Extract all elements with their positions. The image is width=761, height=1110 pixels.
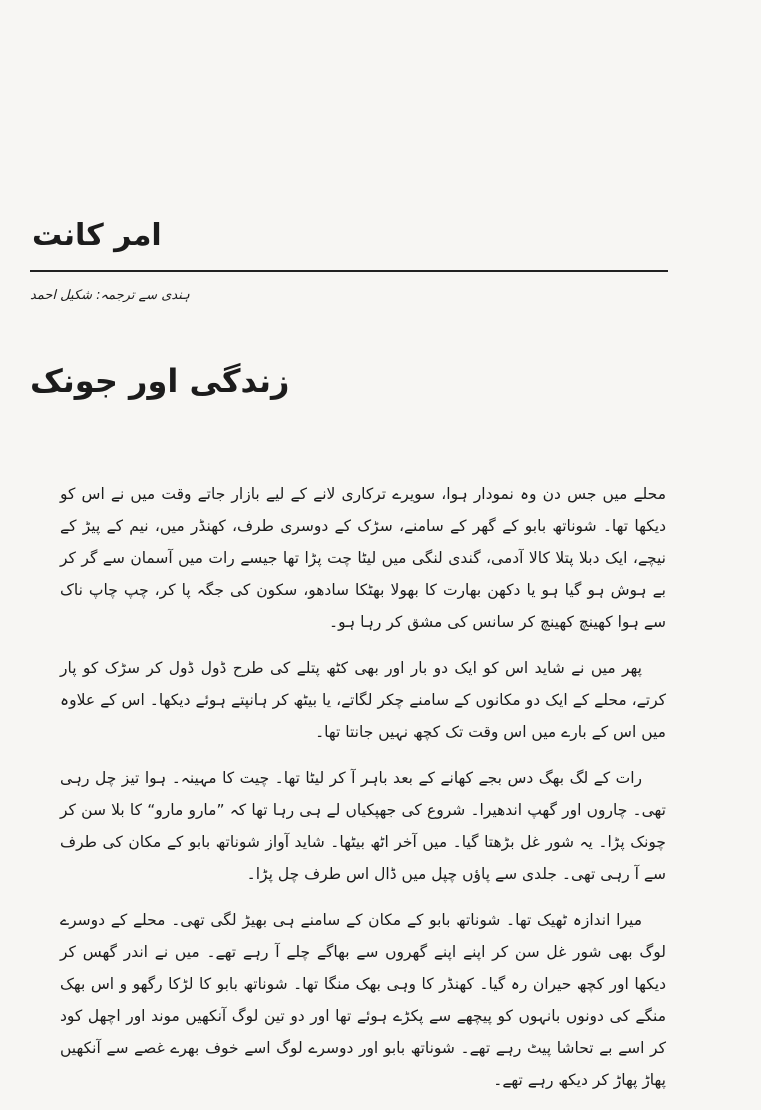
paragraph: رات کے لگ بھگ دس بجے کھانے کے بعد باہر آ کر لیٹا تھا۔ چیت کا مہینہ۔ ہوا تیز چل رہی تھی۔ چاروں اور گھپ اندھیرا۔ شروع کی جھپکیاں لے ہی رہا تھا کہ ”مارو مارو“ کا بلا سن کر چونک پڑا۔ یہ شور غل بڑھتا گیا۔ میں آخر اٹھ بیٹھا۔ شاید آواز شوناتھ بابو کے مکان کی طرف سے آ رہی تھی۔ جلدی سے پاؤں چپل میں ڈال اس طرف چل پڑا۔	[60, 769, 666, 883]
paragraph: پھر میں نے شاید اس کو ایک دو بار اور بھی کٹھ پتلے کی طرح ڈول ڈول کر سڑک کو پار کرتے، محلے کے ایک دو مکانوں کے سامنے چکر لگاتے، یا بیٹھ کر ہانپتے ہوئے دیکھا۔ اس کے علاوہ میں اس کے بارے میں اس وقت تک کچھ نہیں جانتا تھا۔	[60, 659, 666, 741]
header-divider	[30, 270, 668, 272]
story-body	[60, 478, 666, 1110]
author-name: امر کانت	[32, 218, 162, 253]
paragraph: میرا اندازہ ٹھیک تھا۔ شوناتھ بابو کے مکان کے سامنے ہی بھیڑ لگی تھی۔ محلے کے دوسرے لوگ بھی شور غل سن کر اپنے اپنے گھروں سے بھاگے چلے آ رہے تھے۔ میں نے اندر گھس کر دیکھا اور کچھ حیران رہ گیا۔ کھنڈر کا وہی بھک منگا تھا۔ شوناتھ بابو کا لڑکا رگھو و اس بھک منگے کی دونوں بانہوں کو پیچھے سے پکڑے ہوئے تھا اور دو تین لوگ آنکھیں موند اور اچھل کود کر اسے بے تحاشا پیٹ رہے تھے۔ شوناتھ بابو اور دوسرے لوگ اسے خوف بھرے غصے سے آنکھیں پھاڑ پھاڑ کر دیکھ رہے تھے۔	[60, 911, 666, 1089]
paragraph: محلے میں جس دن وہ نمودار ہوا، سویرے ترکاری لانے کے لیے بازار جاتے وقت میں نے اس کو دیکھا تھا۔ شوناتھ بابو کے گھر کے سامنے، سڑک کے دوسری طرف، کھنڈر میں، نیم کے پیڑ کے نیچے، ایک دبلا پتلا کالا آدمی، گندی لنگی میں لیٹا چت پڑا تھا جیسے رات میں آسمان سے گر کر بے ہوش ہو گیا ہو یا دکھن بھارت کا بھولا بھٹکا سادھو، سکون کی جگہ پا کر، چپ چاپ ناک سے ہوا کھینچ کھینچ کر سانس کی مشق کر رہا ہو۔	[60, 485, 666, 631]
translator-credit: ہندی سے ترجمہ: شکیل احمد	[30, 288, 190, 303]
story-title: زندگی اور جونک	[30, 362, 290, 400]
